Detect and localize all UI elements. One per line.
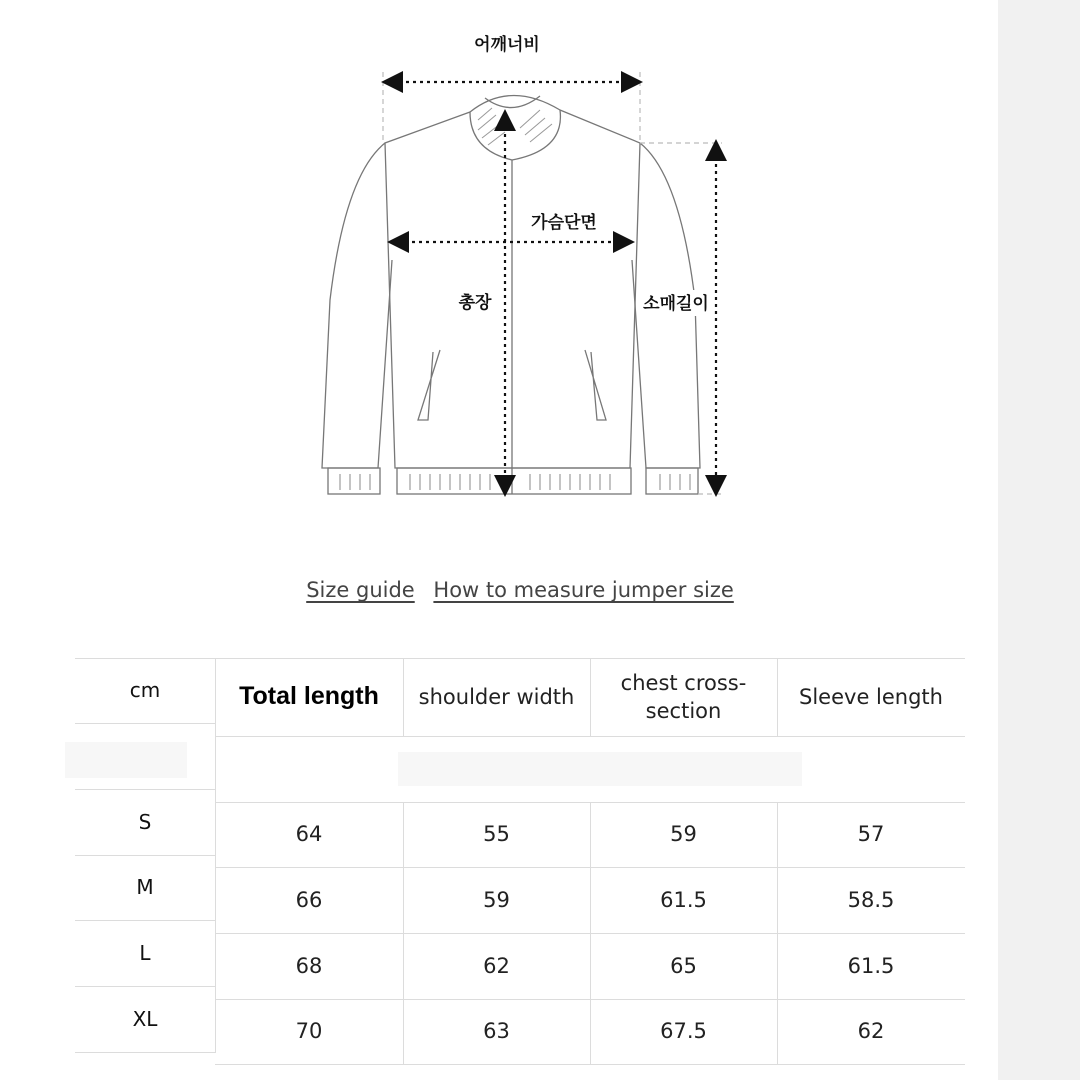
header-total-length: Total length: [239, 682, 379, 711]
table-cell: 57: [857, 822, 885, 847]
table-cell: 59: [670, 822, 697, 847]
how-to-measure-link[interactable]: How to measure jumper size: [433, 578, 734, 602]
size-label-l: L: [139, 940, 151, 965]
size-label-m: M: [136, 875, 154, 899]
table-cell: 65: [670, 953, 697, 978]
jacket-diagram: [0, 0, 1000, 540]
side-panel: [998, 0, 1080, 1080]
blank-row-left: [65, 742, 187, 778]
unit-label: cm: [129, 678, 161, 702]
table-cell: 63: [483, 1019, 510, 1044]
table-cell: 58.5: [847, 887, 895, 912]
size-label-xl: XL: [132, 1006, 158, 1031]
size-guide-link[interactable]: Size guide: [306, 578, 415, 602]
size-label-s: S: [138, 809, 152, 834]
sleeve-label: 소매길이: [643, 294, 709, 314]
table-cell: 66: [295, 887, 323, 912]
header-shoulder-width: shoulder width: [418, 684, 575, 709]
table-cell: 67.5: [660, 1019, 707, 1044]
length-label: 총장: [458, 293, 492, 313]
blank-row: [398, 752, 802, 786]
table-cell: 59: [483, 887, 510, 912]
table-cell: 61.5: [847, 953, 895, 978]
table-cell: 68: [295, 953, 323, 978]
guide-links: [0, 578, 1040, 602]
table-cell: 62: [857, 1019, 885, 1044]
table-cell: 55: [483, 822, 510, 847]
table-cell: 70: [295, 1019, 323, 1044]
shoulder-label: 어깨너비: [474, 35, 540, 55]
chest-label: 가슴단면: [531, 213, 597, 233]
table-cell: 64: [295, 822, 323, 847]
header-chest-cross-section: chest cross- section: [620, 670, 747, 723]
table-cell: 61.5: [660, 887, 707, 912]
header-sleeve-length: Sleeve length: [799, 684, 943, 709]
table-cell: 62: [483, 953, 510, 978]
